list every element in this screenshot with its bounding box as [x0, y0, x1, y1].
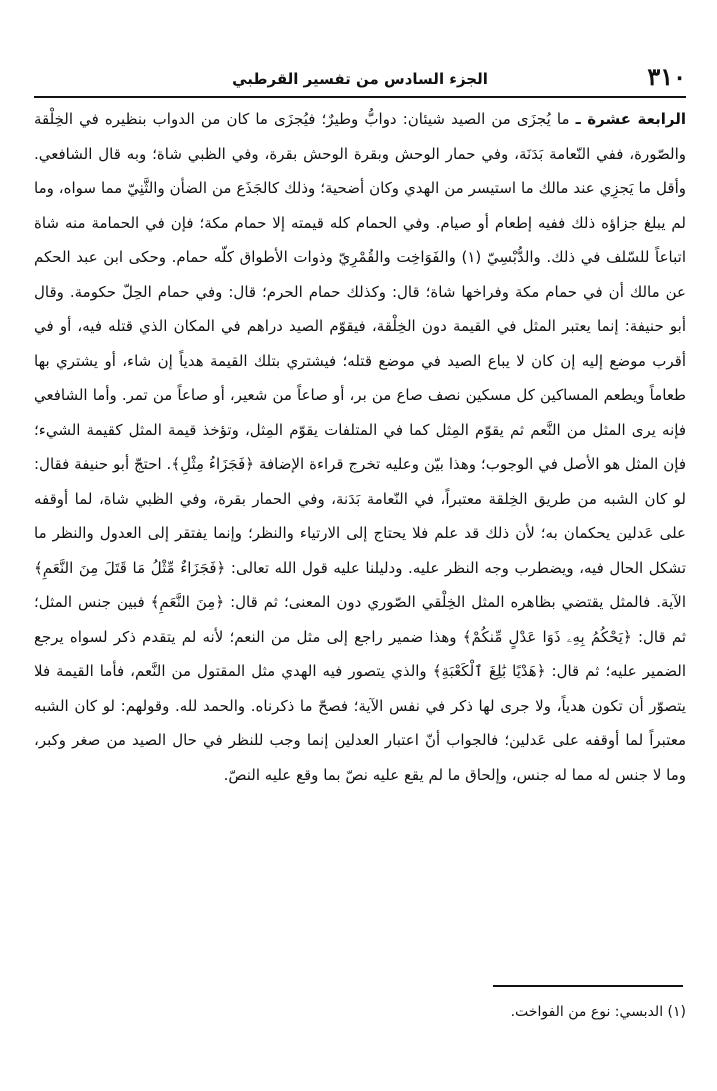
footnote: (١) الدبسي: نوع من الفواخت. — [510, 1004, 686, 1020]
running-title: الجزء السادس من تفسير القرطبي — [232, 70, 488, 88]
section-heading: الرابعة عشرة ـ — [575, 110, 686, 128]
main-paragraph: ما يُجزَى من الصيد شيئان: دوابُّ وطيرٌ؛ فيُجزَى ما كان من الدواب بنظيره في الخِلْقة والصّورة، ففي النّعامة بَدَنَة، وفي حمار الوحش وبقرة الوحش بقرة، وفي الظبي شاة؛ وبه قال الشافعي. وأقل ما يَجزِي عند مالك ما استيسر من الهدي وكان أضحية؛ وذلك كالجَذَع من الضأن والثَّنِيّ مما سواه، وما لم يبلغ جزاؤه ذلك ففيه إطعام أو صيام. وفي الحمام كله قيمته إلا حمام مكة؛ فإن في الحمامة منه شاة اتباعاً للسّلف في ذلك. والدُّبْسِيّ (١) والفَوَاخِت والقُمْرِيّ وذوات الأطواق كلّه حمام. وحكى ابن عبد الحكم عن مالك أن في حمام مكة وفراخها شاة؛ قال: وكذلك حمام الحرم؛ قال: وفي حمام الحِلّ حكومة. وقال أبو حنيفة: إنما يعتبر المثل في القيمة دون الخِلْقة، فيقوّم الصيد دراهم في المكان الذي قتله فيه، أو في أقرب موضع إليه إن كان لا يباع الصيد في موضع قتله؛ فيشتري بتلك القيمة هدياً إن شاء، أو يشتري بها طعاماً ويطعم المساكين كل مسكين نصف صاع من بر، أو صاعاً من شعير، أو صاعاً من تمر. وأما الشافعي فإنه يرى المثل من النَّعم ثم يقوّم المِثل كما في المتلفات يقوّم المِثل، وتؤخذ قيمة المثل كقيمة الشيء؛ فإن المثل هو الأصل في الوجوب؛ وهذا بيّن وعليه تخرج قراءة الإضافة ﴿فَجَزَاءُ مِثْلِ﴾. احتجّ أبو حنيفة فقال: لو كان الشبه من طريق الخِلقة معتبراً، في النّعامة بَدَنة، وفي الحمار بقرة، وفي الظبي شاة، لما أوقفه على عَدلين يحكمان به؛ لأن ذلك قد علم فلا يحتاج إلى الارتياء والنظر؛ وإنما يفتقر إلى العدول والنظر ما تشكل الحال فيه، ويضطرب وجه النظر عليه. ودليلنا عليه قول الله تعالى: ﴿فَجَزَاءٌ مِّثْلُ مَا قَتَلَ مِنَ النَّعَمِ﴾ الآية. فالمثل يقتضي بظاهره المثل الخِلْقي الصّوري دون المعنى؛ ثم قال: ﴿مِنَ النَّعَمِ﴾ فبين جنس المثل؛ ثم قال: ﴿يَحْكُمُ بِهِۦ ذَوَا عَدْلٍ مِّنكُمْ﴾ وهذا ضمير راجع إلى مثل من النعم؛ لأنه لم يتقدم ذكر لسواه يرجع الضمير عليه؛ ثم قال: ﴿هَدْيًا بَٰلِغَ ٱلْكَعْبَةِ﴾ والذي يتصور فيه الهدي مثل المقتول من النَّعم، فأما القيمة فلا يتصوّر أن تكون هدياً، ولا جرى لها ذكر في نفس الآية؛ فصحّ ما ذكرناه. والحمد لله. وقولهم: لو كان الشبه معتبراً لما أوقفه على عَدلين؛ فالجواب أنّ اعتبار العدلين إنما وجب للنظر في حال الصيد من صغر وكبر، وما لا جنس له مما له جنس، وإلحاق ما لم يقع عليه نصّ بما وقع عليه النصّ. — [34, 110, 686, 784]
header-divider — [34, 96, 686, 98]
footnote-divider — [493, 985, 683, 987]
page-number: ٣١٠ — [647, 62, 686, 91]
main-text — [34, 102, 686, 792]
page-header — [34, 62, 686, 96]
